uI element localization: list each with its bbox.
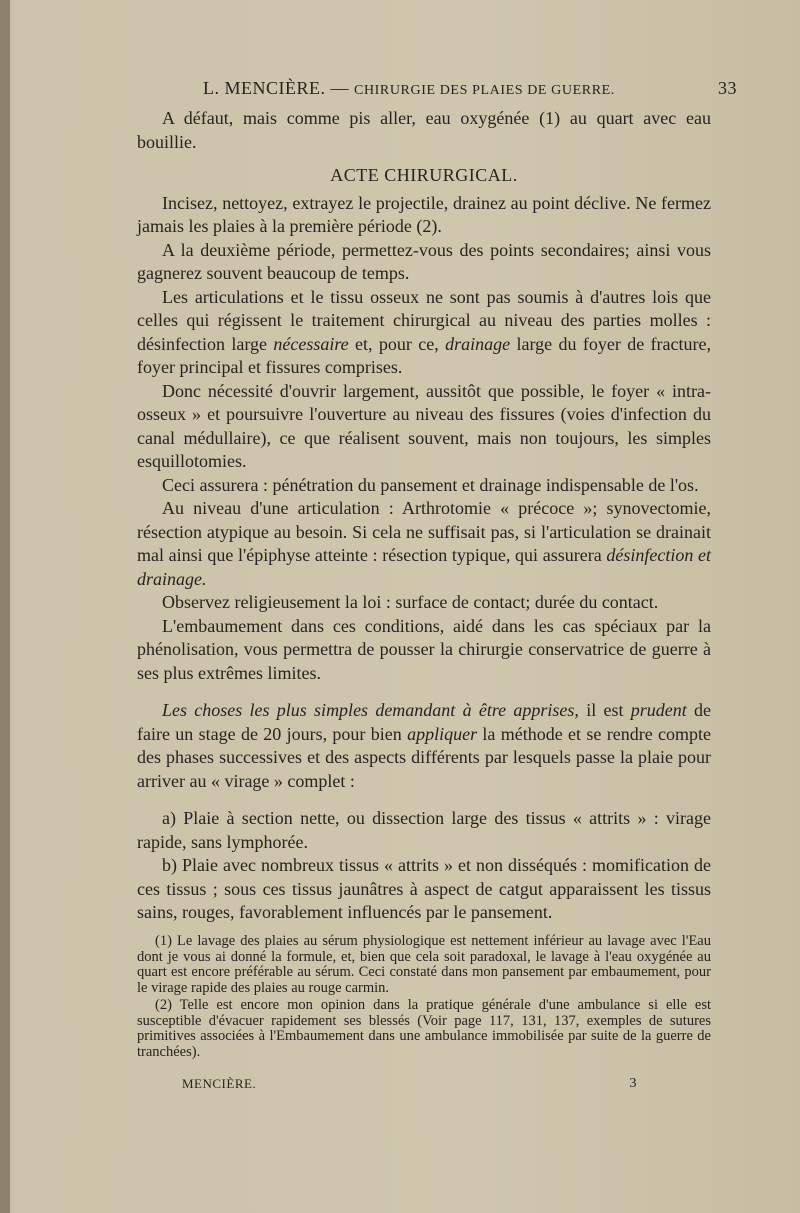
text-run: de faire un stage de 20 jours, pour bien	[137, 700, 711, 744]
paragraph: Donc nécessité d'ouvrir largement, aussitôt que possible, le foyer « intra-osseux » et poursuivre l'ouverture au niveau des fissures (voies d'infection du canal médullaire), ce que réalisent souvent, mais non toujours, les simples esquillotomies.	[137, 380, 711, 471]
emphasis: désinfection et drainage.	[137, 545, 712, 589]
text-run: large du foyer de fracture, foyer principal et fissures comprises.	[137, 333, 712, 377]
text-run: Au niveau d'une articulation : Arthrotomie « précoce »; synovectomie, résection atypique au besoin. Si cela ne suffisait pas, si l'articulation se drainait mal ainsi que l'épiphyse atteinte : résection typique, qui assurera	[137, 498, 711, 565]
page-number: 33	[718, 78, 737, 98]
running-header	[203, 78, 739, 99]
emphasis: nécessaire	[273, 333, 349, 354]
paragraph: Ceci assurera : pénétration du pansement et drainage indispensable de l'os.	[162, 474, 699, 495]
text-run: la méthode et se rendre compte des phases successives et des aspects différents par lesquels passe la plaie pour arriver au « virage » complet :	[137, 723, 711, 791]
paragraph	[137, 699, 711, 793]
list-item: b) Plaie avec nombreux tissus « attrits » et non disséqués : momification de ces tissus ; sous ces tissus jaunâtres à aspect de catgut apparaissent les tissus sains, rouges, favorablement influencés par le pansement.	[137, 855, 711, 922]
footnote: (1) Le lavage des plaies au sérum physiologique est nettement inférieur au lavage avec l'Eau dont je vous ai donné la formule, et, bien que cela soit paradoxal, le lavage à l'eau oxygénée au quart est encore préférable au sérum. Ceci constaté dans mon pansement par embaumement, pour le virage rapide des plaies au rouge carmin.	[137, 933, 711, 996]
list-item: a) Plaie à section nette, ou dissection large des tissus « attrits » : virage rapide, sans lymphorée.	[137, 808, 711, 852]
paragraph	[137, 286, 711, 380]
paragraph	[137, 497, 711, 591]
paragraph: Incisez, nettoyez, extrayez le projectile, drainez au point déclive. Ne fermez jamais les plaies à la première période (2).	[137, 192, 711, 236]
footnote: (2) Telle est encore mon opinion dans la pratique générale d'une ambulance si elle est susceptible d'évacuer rapidement ses blessés (Voir page 117, 131, 137, exemples de sutures primitives associées à l'Embaumement dans une ambulance immobilisée par suite de la guerre de tranchées).	[137, 997, 711, 1060]
text-run: il est	[578, 700, 631, 720]
sheet-number: 3	[629, 1076, 637, 1091]
emphasis: appliquer	[407, 723, 478, 744]
page-binding-edge	[0, 0, 10, 1213]
paragraph: A défaut, mais comme pis aller, eau oxygénée (1) au quart avec eau bouillie.	[137, 108, 711, 152]
paragraph: Observez religieusement la loi : surface de contact; durée du contact.	[162, 592, 659, 612]
emphasis: prudent	[630, 700, 687, 720]
emphasis: drainage	[445, 333, 511, 354]
signature-mark: MENCIÈRE.	[182, 1076, 257, 1091]
paragraph: L'embaumement dans ces conditions, aidé dans les cas spéciaux par la phénolisation, vous permettra de pousser la chirurgie conservatrice de guerre à ses plus extrêmes limites.	[137, 615, 711, 683]
emphasis: Les choses les plus simples demandant à être apprises,	[162, 700, 579, 720]
text-run: Les articulations et le tissu osseux ne sont pas soumis à d'autres lois que celles qui régissent le traitement chirurgical au niveau des parties molles : désinfection large	[137, 286, 711, 354]
footnotes	[137, 934, 711, 1062]
header-title: CHIRURGIE DES PLAIES DE GUERRE.	[354, 83, 615, 98]
header-author: L. MENCIÈRE. —	[203, 78, 349, 98]
main-text	[137, 107, 711, 925]
section-heading: ACTE CHIRURGICAL.	[330, 165, 518, 185]
signature-line	[182, 1076, 637, 1092]
paragraph: A la deuxième période, permettez-vous des points secondaires; ainsi vous gagnerez souvent beaucoup de temps.	[137, 239, 711, 283]
text-run: et, pour ce,	[348, 333, 446, 354]
